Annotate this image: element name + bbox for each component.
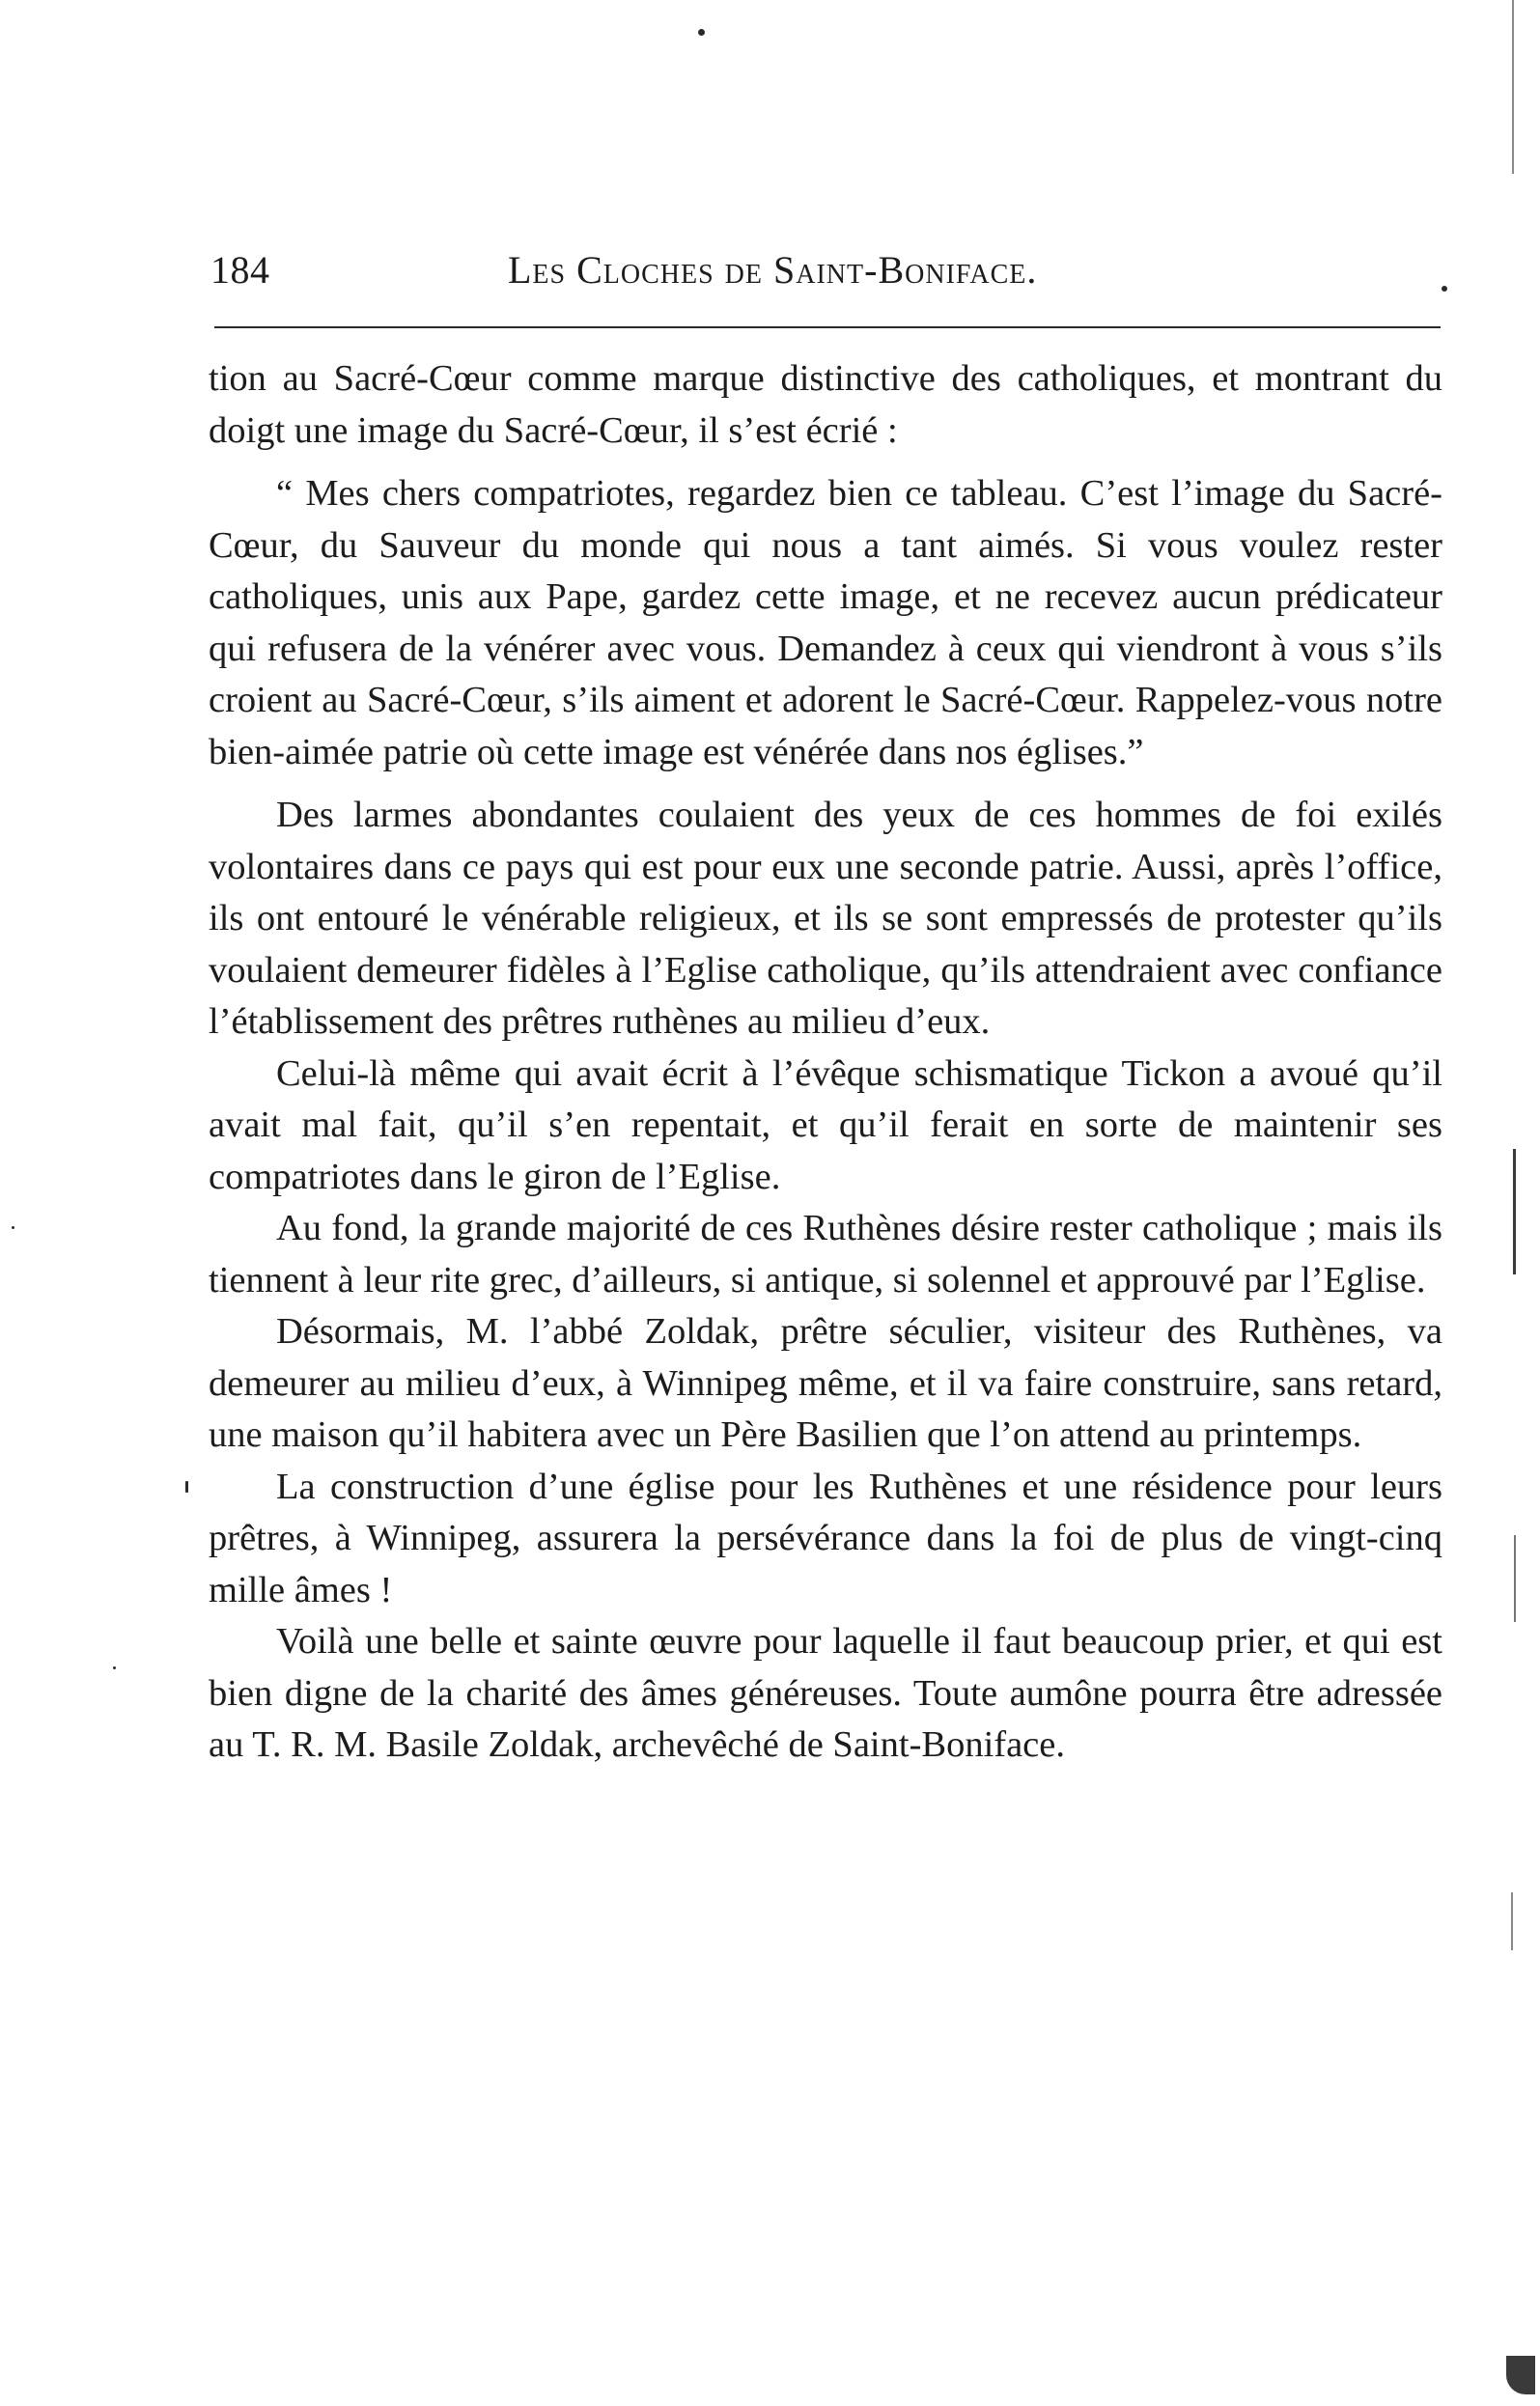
paragraph: Des larmes abondantes coulaient des yeux de ces hommes de foi exilés volontaires dans ce pays qui est pour eux une seconde patrie. Aussi, après l’office, ils ont entouré le vénérable religieux, et ils se sont empressés de protester qu’ils voulaient demeurer fidèles à l’Eglise catholique, qu’ils attendraient avec confiance l’établissement des prêtres ruthènes au milieu d’eux.: [209, 795, 1442, 1042]
paragraph: La construction d’une église pour les Ruthènes et une résidence pour leurs prêtres, à Winnipeg, assurera la persévérance dans la foi de plus de vingt-cinq mille âmes !: [209, 1466, 1442, 1610]
body-text: [209, 353, 1442, 1772]
scan-speck: [185, 1481, 188, 1493]
scan-speck: [698, 29, 705, 36]
scan-speck: [1442, 286, 1447, 292]
paragraph: Celui-là même qui avait écrit à l’évêque schismatique Tickon a avoué qu’il avait mal fait, qu’il s’en repentait, et qu’il ferait en sorte de maintenir ses compatriotes dans le giron de l’Eglise.: [209, 1052, 1442, 1197]
scan-edge-mark: [1506, 2356, 1535, 2394]
scan-edge-mark: [1511, 1892, 1513, 1950]
paragraph: Désormais, M. l’abbé Zoldak, prêtre séculier, visiteur des Ruthènes, va demeurer au milieu d’eux, à Winnipeg même, et il va faire construire, sans retard, une maison qu’il habitera avec un Père Basilien que l’on attend au printemps.: [209, 1311, 1442, 1455]
running-head: Les Cloches de Saint-Boniface.: [508, 248, 1038, 292]
header-rule: [214, 326, 1441, 328]
paragraph: “ Mes chers compatriotes, regardez bien ce tableau. C’est l’image du Sacré-Cœur, du Sauveur du monde qui nous a tant aimés. Si vous voulez rester catholiques, unis aux Pape, gardez cette image, et ne recevez aucun prédicateur qui refusera de la vénérer avec vous. Demandez à ceux qui viendront à vous s’ils croient au Sacré-Cœur, s’ils aiment et adorent le Sacré-Cœur. Rappelez-vous notre bien-aimée patrie où cette image est vénérée dans nos églises.”: [209, 473, 1442, 772]
scan-edge-mark: [1512, 0, 1514, 174]
page-header: [210, 243, 1439, 297]
page-number: 184: [210, 248, 270, 292]
scan-edge-mark: [1514, 1535, 1516, 1622]
paragraph: Au fond, la grande majorité de ces Ruthènes désire rester catholique ; mais ils tiennent à leur rite grec, d’ailleurs, si antique, si solennel et approuvé par l’Eglise.: [209, 1208, 1442, 1301]
scan-speck: [113, 1666, 116, 1669]
paragraph: tion au Sacré-Cœur comme marque distinctive des catholiques, et montrant du doigt une image du Sacré-Cœur, il s’est écrié :: [209, 358, 1442, 451]
paragraph: Voilà une belle et sainte œuvre pour laquelle il faut beaucoup prier, et qui est bien digne de la charité des âmes généreuses. Toute aumône pourra être adressée au T. R. M. Basile Zoldak, archevêché de Saint-Boniface.: [209, 1621, 1442, 1765]
scan-edge-mark: [1513, 1149, 1516, 1274]
scan-speck: [12, 1226, 14, 1229]
